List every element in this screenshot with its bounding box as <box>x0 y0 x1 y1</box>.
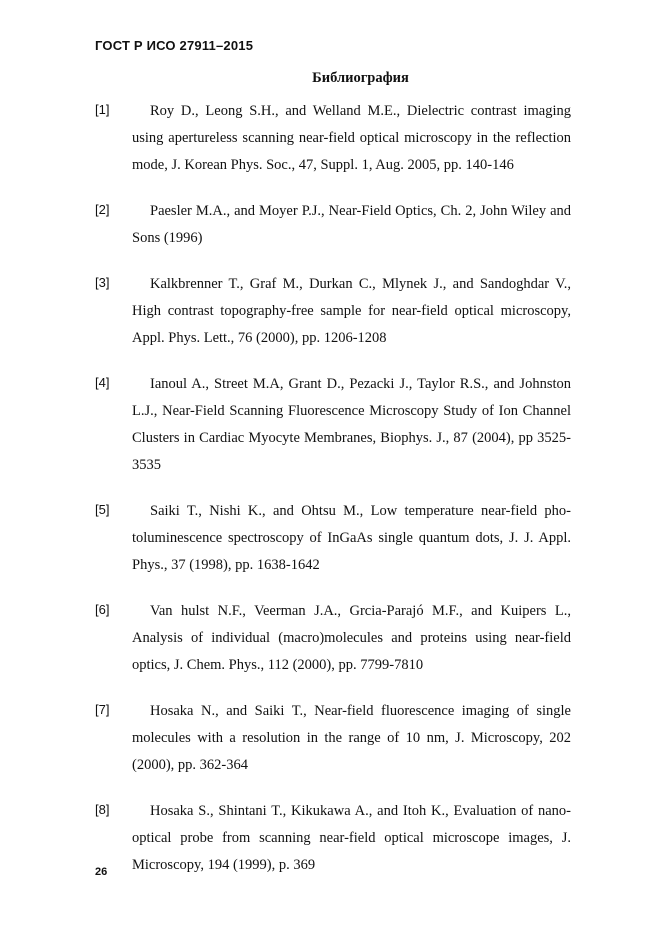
reference-item <box>95 371 580 479</box>
reference-text: Roy D., Leong S.H., and Welland M.E., Dielectric contrast imaging using apertureless scanning near-field optical microscopy in the reflection mode, J. Korean Phys. Soc., 47, Suppl. 1, Aug. 2005, pp. 140-146 <box>132 103 571 173</box>
reference-text: Van hulst N.F., Veerman J.A., Grcia-Parajó M.F., and Kuipers L., Analysis of individual (macro)molecules and proteins using near-field optics, J. Chem. Phys., 112 (2000), pp. 7799-7810 <box>132 603 571 673</box>
reference-number: [3] <box>95 275 110 290</box>
reference-number: [1] <box>95 102 110 117</box>
reference-number: [8] <box>95 802 110 817</box>
reference-list <box>95 98 580 898</box>
reference-text: Saiki T., Nishi K., and Ohtsu M., Low temperature near-field photoluminescence spectroscopy of InGaAs single quantum dots, J. J. Appl. Phys., 37 (1998), pp. 1638-1642 <box>132 503 571 573</box>
standard-header: ГОСТ Р ИСО 27911–2015 <box>95 38 254 53</box>
reference-number: [4] <box>95 375 110 390</box>
reference-item <box>95 271 580 352</box>
reference-item <box>95 798 580 879</box>
reference-text: Hosaka N., and Saiki T., Near-field fluorescence imaging of single molecules with a resolution in the range of 10 nm, J. Microscopy, 202 (2000), pp. 362-364 <box>132 703 571 773</box>
reference-number: [7] <box>95 702 110 717</box>
reference-text: Hosaka S., Shintani T., Kikukawa A., and Itoh K., Evaluation of nano-optical probe from scanning near-field optical microscope images, J. Microscopy, 194 (1999), p. 369 <box>132 803 571 873</box>
reference-text: Ianoul A., Street M.A, Grant D., Pezacki J., Taylor R.S., and Johnston L.J., Near-Field Scanning Fluorescence Microscopy Study of Ion Channel Clusters in Cardiac Myocyte Membranes, Biophys. J., 87 (2004), pp 3525-3535 <box>132 376 571 473</box>
reference-text: Kalkbrenner T., Graf M., Durkan C., Mlynek J., and Sandoghdar V., High contrast topography-free sample for near-field optical microscopy, Appl. Phys. Lett., 76 (2000), pp. 1206-1208 <box>132 276 571 346</box>
reference-item <box>95 198 580 252</box>
reference-text: Paesler M.A., and Moyer P.J., Near-Field Optics, Ch. 2, John Wiley and Sons (1996) <box>132 203 571 246</box>
reference-item <box>95 598 580 679</box>
reference-item <box>95 498 580 579</box>
reference-item <box>95 98 580 179</box>
bibliography-title: Библиография <box>312 70 409 86</box>
reference-item <box>95 698 580 779</box>
reference-number: [5] <box>95 502 110 517</box>
reference-number: [2] <box>95 202 110 217</box>
page-number: 26 <box>95 866 108 878</box>
reference-number: [6] <box>95 602 110 617</box>
